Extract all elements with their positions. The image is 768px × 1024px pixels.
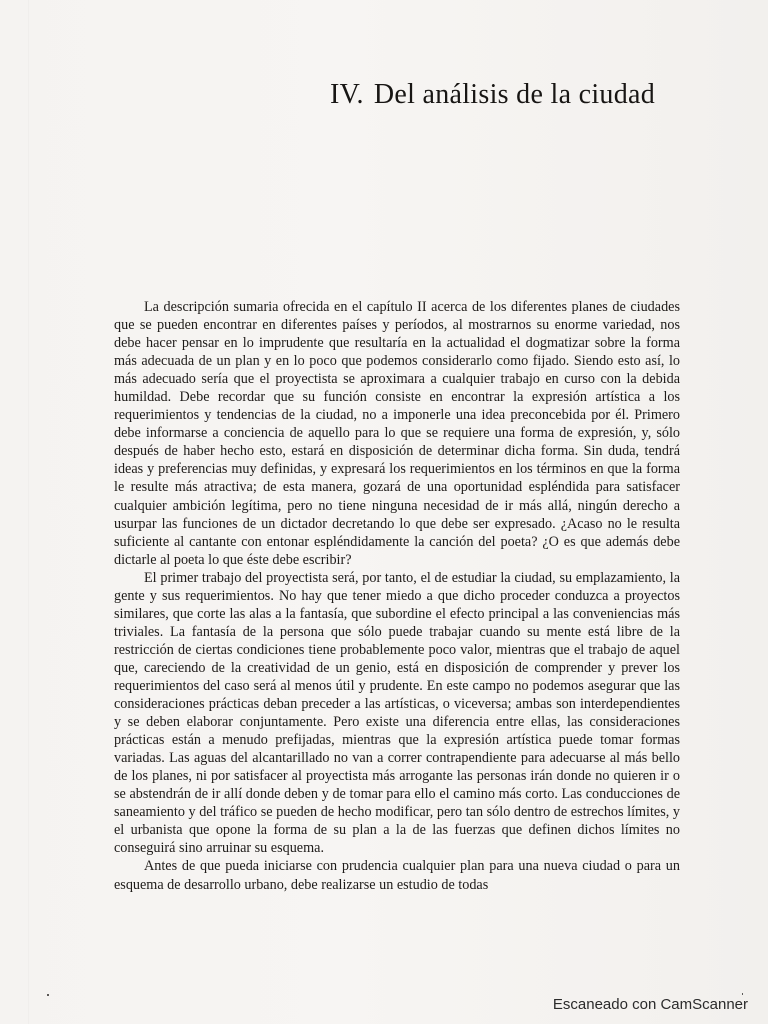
scan-edge-shadow (28, 0, 29, 1024)
chapter-title: Del análisis de la ciudad (373, 79, 656, 110)
chapter-heading (330, 78, 730, 112)
paragraph-1: La descripción sumaria ofrecida en el capítulo II acerca de los diferentes planes de ciudades que se pueden encontrar en diferentes países y períodos, al mostrarnos su enorme variedad, nos debe hacer pensar en lo imprudente que resultaría en la actualidad el dogmatizar sobre la forma más adecuada de un plan y en lo poco que podemos considerarlo como fijado. Siendo esto así, lo más adecuado sería que el proyectista se aproximara a cualquier trabajo en curso con la debida humildad. Debe recordar que su función consiste en encontrar la expresión artística a los requerimientos y tendencias de la ciudad, no a imponerle una idea preconcebida por él. Primero debe informarse a conciencia de aquello para lo que se requiere una forma de expresión, y, sólo después de haber hecho esto, estará en disposición de determinar dicha forma. Sin duda, tendrá ideas y preferencias muy definidas, y expresará los requerimientos en los términos en que la forma le resulte más atractiva; de esta manera, gozará de una oportunidad espléndida para satisfacer cualquier ambición legítima, pero no tiene ninguna necesidad de ir más allá, ningún derecho a usurpar las funciones de un dictador decretando lo que debe ser expresado. ¿Acaso no le resulta suficiente al cantante con entonar espléndidamente la canción del poeta? ¿O es que además debe dictarle al poeta lo que éste debe escribir? (114, 299, 680, 568)
scan-speck (47, 994, 49, 996)
body-text (114, 298, 680, 894)
chapter-number: IV. (330, 79, 364, 110)
paragraph-2: El primer trabajo del proyectista será, por tanto, el de estudiar la ciudad, su emplazamiento, la gente y sus requerimientos. No hay que tener miedo a que dicho proceder conduzca a proyectos similares, que corte las alas a la fantasía, que subordine el efecto principal a las conveniencias más triviales. La fantasía de la persona que sólo puede trabajar cuando su mente está libre de la restricción de ciertas condiciones tiene probablemente poco valor, mientras que el trabajo de aquel que, careciendo de la creatividad de un genio, está en disposición de comprender y prever los requerimientos del caso será al menos útil y prudente. En este campo no podemos asegurar que las consideraciones prácticas deban preceder a las artísticas, o viceversa; ambas son interdependientes y se deben elaborar conjuntamente. Pero existe una diferencia entre ellas, las consideraciones prácticas están a menudo prefijadas, mientras que la expresión artística puede tomar formas variadas. Las aguas del alcantarillado no van a correr contrapendiente para adecuarse al más bello de los planes, ni por satisfacer al proyectista más arrogante las personas irán donde no quieren ir o se abstendrán de ir allí donde deben y de tomar para ello el camino más corto. Las conducciones de saneamiento y del tráfico se pueden de hecho modificar, pero tan sólo dentro de estrechos límites, y el urbanista que opone la forma de su plan a la de las fuerzas que definen dichos límites no conseguirá sino arruinar su esquema. (114, 569, 680, 857)
paragraph-3: Antes de que pueda iniciarse con prudencia cualquier plan para una nueva ciudad o para un esquema de desarrollo urbano, debe realizarse un estudio de todas (114, 858, 680, 893)
camscanner-watermark: Escaneado con CamScanner (552, 996, 748, 1013)
scan-speck (742, 993, 743, 995)
